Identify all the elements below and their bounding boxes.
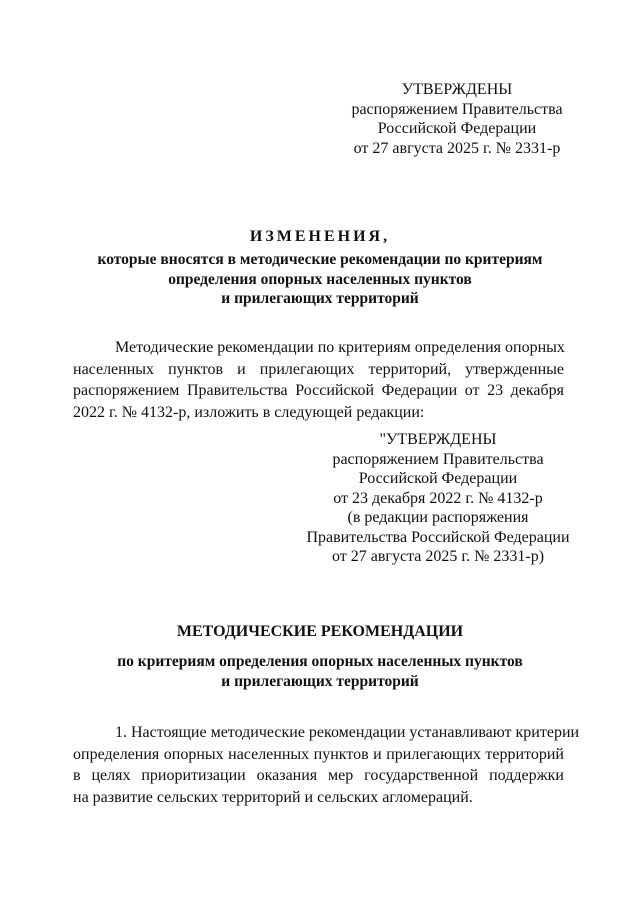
subtitle-line: и прилегающих территорий — [221, 290, 419, 307]
quote-line: от 23 декабря 2022 г. № 4132-р — [333, 489, 543, 507]
paragraph-line: 1. Настоящие методические рекомендации устанавливают критерии — [115, 724, 580, 741]
quote-line: распоряжением Правительства — [332, 450, 544, 468]
quote-line: (в редакции распоряжения — [347, 509, 529, 526]
approval-stamp — [350, 80, 564, 158]
paragraph-line: в целях приоритизации оказания мер государственной поддержки — [73, 767, 564, 784]
subtitle-line: которые вносятся в методические рекомендации по критериям — [97, 251, 543, 268]
approval-line: от 27 августа 2025 г. № 2331-р — [353, 139, 561, 157]
body-paragraph-2 — [73, 722, 580, 808]
approval-line: Российской Федерации — [377, 120, 537, 137]
document-title: ИЗМЕНЕНИЯ, — [249, 228, 391, 245]
quote-line: "УТВЕРЖДЕНЫ — [379, 431, 497, 448]
paragraph-line: населенных пунктов и прилегающих территорий, утвержденные — [73, 360, 564, 378]
quoted-approval-stamp — [300, 430, 576, 567]
document-subtitle — [70, 250, 570, 309]
subtitle-line: определения опорных населенных пунктов — [168, 270, 472, 288]
paragraph-line: на развитие сельских территорий и сельских агломераций. — [73, 788, 473, 806]
paragraph-line: распоряжением Правительства Российской Федерации от 23 декабря — [73, 382, 564, 399]
body-paragraph-1 — [73, 337, 564, 423]
approval-line: УТВЕРЖДЕНЫ — [401, 81, 513, 98]
subheading-line: по критериям определения опорных населенных пунктов — [117, 653, 523, 670]
subheading-line: и прилегающих территорий — [221, 672, 419, 690]
quote-line: Российской Федерации — [358, 470, 518, 487]
quote-line: Правительства Российской Федерации — [306, 528, 570, 546]
paragraph-line: 2022 г. № 4132-р, изложить в следующей редакции: — [73, 403, 425, 421]
paragraph-line: Методические рекомендации по критериям определения опорных — [115, 339, 565, 356]
quote-line: от 27 августа 2025 г. № 2331-р) — [331, 548, 545, 565]
section-subheading — [70, 652, 570, 691]
paragraph-line: определения опорных населенных пунктов и прилегающих территорий — [73, 745, 564, 763]
approval-line: распоряжением Правительства — [351, 100, 563, 118]
section-heading: МЕТОДИЧЕСКИЕ РЕКОМЕНДАЦИИ — [176, 623, 464, 640]
